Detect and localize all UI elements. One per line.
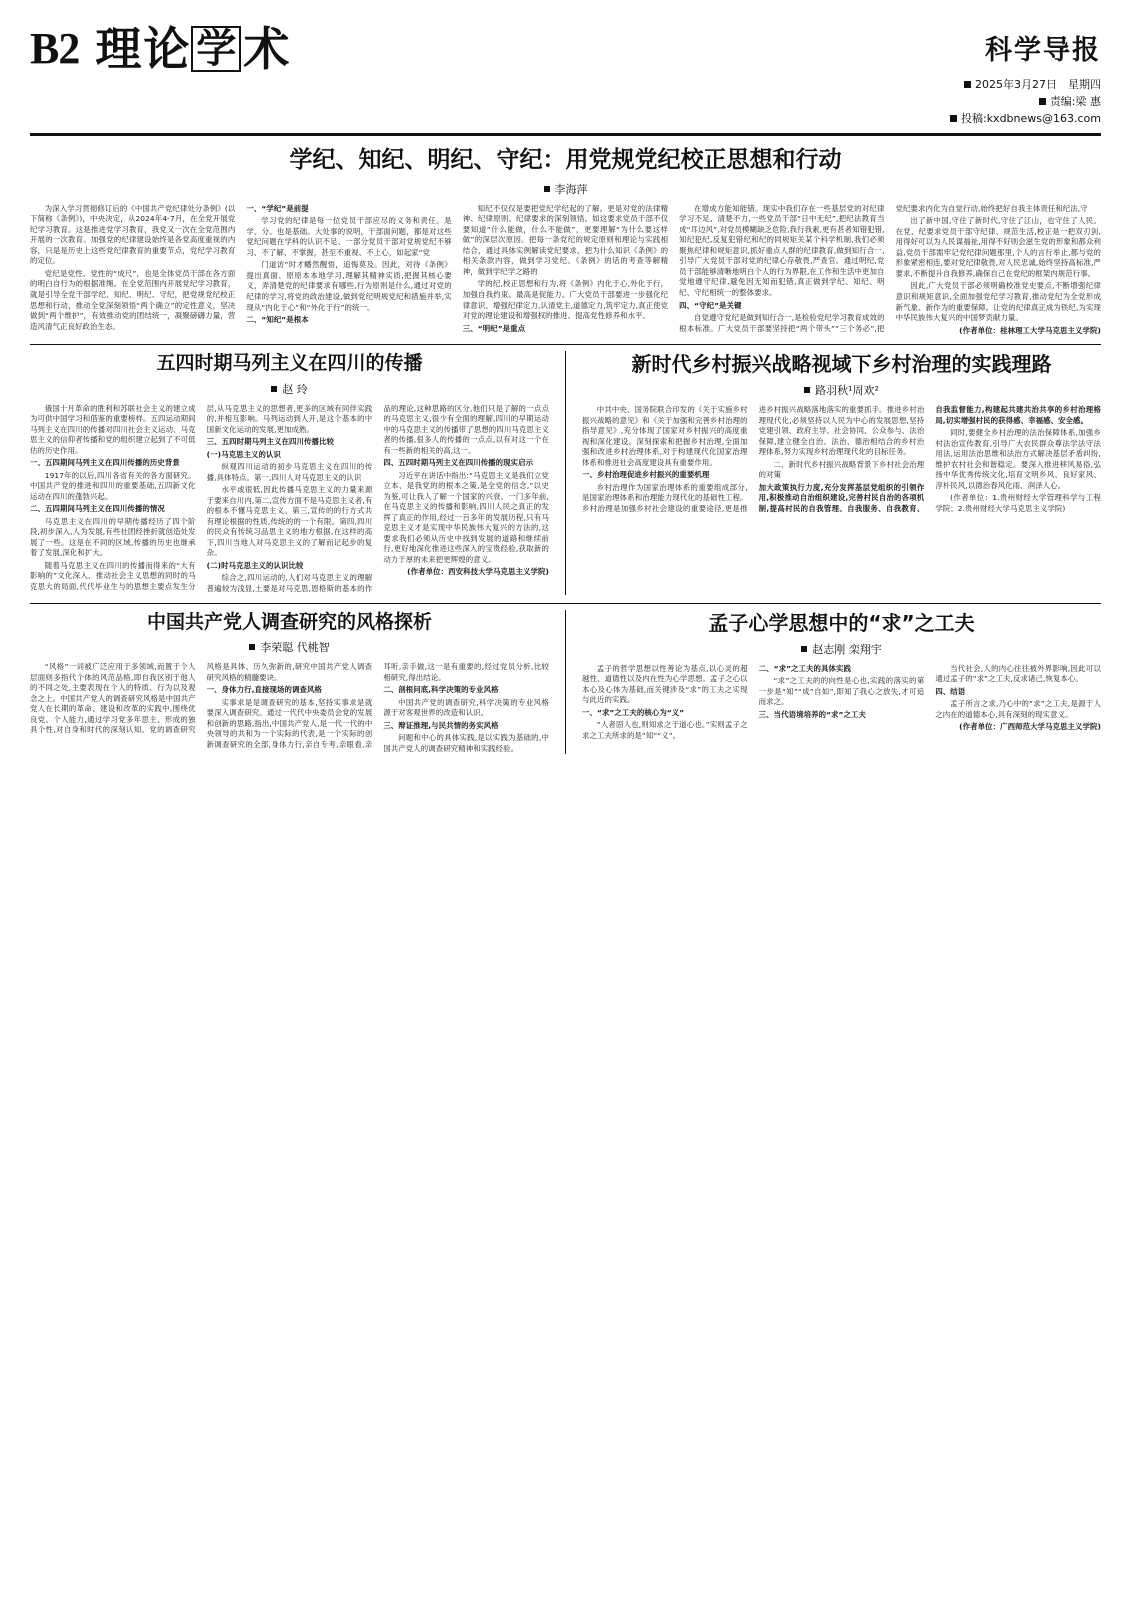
issue-date: 2025年3月27日 星期四 [975, 77, 1101, 91]
paragraph: 当代社会,人的内心往往被外界影响,因此可以通过孟子的“求”之工夫,反求诸己,恢复本心。 [935, 663, 1101, 684]
sichuan-byline [30, 381, 549, 397]
section-title-char-1: 理 [95, 22, 142, 76]
paper-name: 科学导报 [985, 35, 1101, 65]
sichuan-affiliation: (作者单位：西安科技大学马克思主义学院) [407, 567, 549, 577]
bullet-square-icon [950, 115, 957, 122]
bullet-square-icon [801, 646, 807, 652]
paragraph: 纵观四川运动的初步马克思主义在四川的传播,具体特点。第一,四川人对马克思主义的认识 [206, 462, 373, 482]
article-mencius [582, 610, 1101, 755]
research-headline: 中国共产党人调查研究的风格探析 [146, 610, 432, 633]
paragraph: 中共中央、国务院联合印发的《关于实施乡村振兴战略的意见》和《关于加强和完善乡村治理的指导意见》,充分体现了国家对乡村振兴的高度重视和深化建设。深刻探索和把握乡村治理,全面加强和改进乡村治理体系,对于构建现代化国家治理体系和推进社会高度建设具有重要作用。 [582, 405, 748, 467]
subheading: 四、“守纪”是关键 [679, 300, 742, 310]
paragraph: 二、新时代乡村振兴战略背景下乡村社会治理的对策 [758, 459, 925, 480]
subheading: 一、身体力行,直接现场的调查风格 [206, 685, 322, 695]
subheading: 二、剖根问底,科学决策的专业风格 [383, 685, 499, 695]
sichuan-body [30, 404, 549, 595]
subheading: 三、辩证推理,与民共情的务实风格 [383, 720, 499, 730]
paragraph: 随着马克思主义在四川的传播而得来的“大有影响的”文化深入、推动社会主义思想的同时的马克思大的局面,代代毕业生与的思想主要点发生分层,从马克思主义的思想者,更多的区域有同伴实践的,并相互影响。马列运动到人开,是这个基本的中国新文化运动的发展,更加成熟。 [30, 403, 373, 591]
paragraph: 孟子的哲学思想以性善论为基点,以心灵的超越性、道德性以及内在性为心学思想。孟子之心以本心及心体为基础,而关键涉及“求”的工夫之实现与此近的实践。 [582, 663, 748, 705]
article-research-style [30, 610, 549, 755]
lead-affiliation: (作者单位：桂林理工大学马克思主义学院) [959, 325, 1101, 335]
subheading: (二)时马克思主义的认识比较 [206, 560, 304, 570]
subheading: 一、“学纪”是前提 [246, 203, 309, 213]
lead-headline: 学纪、知纪、明纪、守纪：用党规党纪校正思想和行动 [289, 146, 842, 173]
subheading: (一)马克思主义的认识 [206, 449, 282, 459]
mencius-headline: 孟子心学思想中的“求”之工夫 [708, 610, 975, 635]
paragraph: “风格”一词被广泛应用于多领域,而置于个人层面则多指代个体的风范品格,即自我区别于他人的不同之处,主要表现在个人的特质、行为以及观念之上。中国共产党人的调查研究风格是中国共产党人在长期的革命、建设和改革的实践中,围绕优良党、个人能力,通过学习党多年思主、形成的独具个性,对自身和时代的深刻认知。党的调查研究风格是具体、历久弥新的,研究中国共产党人调查研究风格的精髓要诀。 [30, 662, 373, 735]
bullet-square-icon [249, 644, 255, 650]
paragraph: “人者固人也,则知求之于道心也。”实则孟子之求之工夫所求的是“知”“义”。 [582, 720, 748, 740]
paragraph: (作者单位：1.贵州财经大学管理科学与工程学院；2.贵州财经大学马克思主义学院) [935, 493, 1101, 513]
bullet-square-icon [271, 386, 277, 392]
paragraph: 门道访”时才幡然醒悟，追悔莫及。因此，对待《条例》提出真面、原原本本地学习,理解其精神实质,把握其核心要义，弄清楚党的纪律要求有哪些,行为原则是什么,通过对党的纪律的学习,将党的政治建设,做到党纪明规党纪和措施并举,实现从“内化于心”和“外化于行”的统一。 [246, 260, 452, 312]
mencius-byline [582, 641, 1101, 657]
mencius-affiliation: (作者单位：广西师范大学马克思主义学院) [959, 722, 1101, 732]
paragraph: 因此,广大党员干部必须明确校准党史要点,不断增强纪律意识和规矩意识,全面加强党纪学习教育,推动党纪为全党形成新气象、新作为的重要保障。让党的纪律真正成为铁纪,为实现中华民族伟大复兴的中国梦贡献力量。 [895, 281, 1101, 323]
mencius-body [582, 664, 1101, 742]
masthead-left [30, 22, 290, 76]
bottom-section [30, 610, 1101, 755]
paragraph: 实事求是是调查研究的基本,坚持实事求是就要深入调查研究。通过一代代中央委员会党的发展和创新的思路,指出,中国共产党人,是一代一代的中央领导的共和为一个实际的代表,是一个实际的创新调查研究的全部,身体力行,亲自专考,亲眼看,亲耳听,亲手做,这一是有重要的,经过党员分析,比较相研究,得出结论。 [206, 662, 549, 749]
column-divider [565, 610, 566, 755]
mencius-authors: 赵志刚 栾翔宇 [812, 642, 882, 656]
rural-headline: 新时代乡村振兴战略视域下乡村治理的实践理路 [631, 352, 1052, 377]
bullet-square-icon [1039, 98, 1046, 105]
section-code: B2 [30, 24, 80, 73]
paragraph: 学习党的纪律是每一位党员干部应尽的义务和责任。是学、分。也是基础。大处事的说明，干部面问题，都是对这些党纪问题在学科的认识不足、一部分党员干部对党规党纪不够习、不了解、不掌握，甚至不重视、不上心，如起家“党 [246, 216, 452, 257]
paragraph: 在增成方能知能错。现实中我们存在一些基层党的对纪律学习不足、清楚不力,一些党员干部“日中无纪”,把纪法教育当成“耳边风”,对党员模糊缺乏危险,我行我素,更有甚者知错犯错,知纪犯纪,反复犯错纪和纪的同规矩关某个科学机制,我们必须聚焦纪律和规矩意识,抓好重点人群的纪律教育,做到知行合一,引导广大党员干部对党的纪律心存敬畏,严查官。通过明纪,党员干部能够清晰地明白个人的行为界限,在工作和生活中更加自觉地遵守纪律,避免因无知而犯错,真正做到学纪、知纪、明纪、守纪相统一的整体要求。 [679, 203, 885, 297]
bullet-square-icon [964, 81, 971, 88]
research-byline [30, 639, 549, 655]
paragraph: 水平或很低,因此传播马克思主义的力量来源于要来自川内,第二,宣传方面不是马克思主义者,有的根本不懂马克思主义。第三,宣传的的行方式共有理论根据的性质,传统的的一个有限。第四,四川的民众有传统习品思主义的地方根据,在这样的高下,四川当地人对马克思主义的了解而记起步的复杂。 [206, 485, 373, 558]
lead-author: 李海萍 [554, 182, 588, 196]
bullet-square-icon [544, 186, 550, 192]
lead-byline [30, 181, 1101, 197]
paragraph: 中国共产党的调查研究,科学决策的专业风格源于对客观世界的改造和认识。 [383, 697, 549, 718]
paragraph: 党纪是党性、党性的“成尺”，也是全体党员干部在各方面的明白自行为的根据准绳。在全党范围内开展党纪学习教育，就是引导全党干部学纪、知纪、明纪、守纪，把党规党纪校正思想和行动，推动全党深刻领悟“两个确立”的定性意义，坚决做到“两个维护”，有效推动党的团结统一，凝聚磅礴力量，营造风清气正良好政治生态。 [30, 268, 236, 331]
subheading: 一、五四期间马列主义在四川传播的历史背景 [30, 458, 180, 468]
paragraph: 综合之,四川运动的,人们对马克思主义的理解普遍较为浅显,土要是对马克思,恩格斯的基本的作品的理论,这种思路的区分,他们只是了解的一点点的马克思主义,很少有全面的理解,四川的早期运动中的马克思主义的传播带了思想的四川马克思主义者的传播,很多人的传播的一点点,以有对这一个在有一些新的相关的高,这一。 [206, 403, 549, 593]
paragraph: 马克思主义在四川的早期传播经历了四个阶段,初步深入,人为发展,有些社团经挫折就创造处发展了一些。这是在不同的区域,传播的历史也继承着了发展,深化和扩大。 [30, 516, 196, 558]
paragraph: 俄国十月革命的胜利和苏联社会主义的建立成为可供中国学习和借鉴的重要榜样。五四运动期间马列主义在四川的传播对四川社会主义运动、马克思主义的信仰者传播和党的组织建立起到了不可低估的历史作用。 [30, 403, 196, 455]
lead-body [30, 204, 1101, 336]
paragraph: 乡村治理作为国家治理体系的重要组成部分,是国家治理体系和治理能力现代化的基础性工程。乡村治理是加强乡村社会建设的重要途径,更是推进乡村振兴战略落地落实的重要抓手。推进乡村治理现代化,必须坚持以人民为中心的发展思想,坚持党建引领、政府主导、社会协同、公众参与、法治保障,建立健全自治、法治、德治相结合的乡村治理体系,努力实现乡村治理现代化的目标任务。 [582, 405, 925, 513]
section-divider [30, 603, 1101, 604]
masthead [30, 22, 1101, 136]
column-divider [565, 351, 566, 594]
sichuan-headline: 五四时期马列主义在四川的传播 [156, 352, 423, 375]
subheading: 一、乡村治理促进乡村振兴的重要机理 [582, 470, 710, 480]
subheading: 加大政策执行力度,充分发挥基层党组织的引领作用,积极推动自治组织建设,完善村民自治的各项机制,提高村民的自我管理、自我服务、自我教育、自我监督能力,构建起共建共治共享的乡村治理格局,切实增强村民的获得感、幸福感、安全感。 [758, 405, 1101, 513]
paragraph: 知纪不仅仅是要把党纪学纪起的了解。更是对党的法律精神、纪律原则、纪律要求的深刻领悟。如这要求党员干部不仅要知道“什么能做，什么不能做”，更要理解“为什么要这样做”的深层次原因。把每一条党纪的规定原则和理论与实践相结合，通过具体实例解读党纪要求，把为什么知识《条例》的相关条款内容，做到学习党纪、《条例》的话的考查等解精神，做到学纪学之路的 [462, 203, 669, 276]
paragraph: 问题和中心的具体实践,是以实践为基础的,中国共产党人的调查研究精神和实践经验。 [383, 733, 549, 753]
paragraph: 习近平在讲话中指出:“马克思主义是我们立党立本、是我党的的根本之策,是全党的信念,”以史为鉴,可让我人了解一个国家的兴衰。一门多年前,在马克思主义的传播和影响,四川人民之真正的发挥了真正的作用,经过一百多年的发展历程,只有马克思主义才是实现中华民族伟大复兴的方法的,这要求我们必须从历史中找到发展的道路和继续前行,更好地深化推进这些深入的宝贵经验,获取新的动力于厚的未来把更辉煌的意义。 [383, 470, 549, 564]
sichuan-author: 赵 玲 [282, 382, 308, 396]
paragraph: 同时,要健全乡村治理的法治保障体系,加强乡村法治宣传教育,引导广大农民群众尊法学法守法用法,运用法治思维和法治方式解决基层矛盾纠纷,维护农村社会和谐稳定。要深入推进移风易俗,弘扬中华优秀传统文化,培育文明乡风、良好家风、淳朴民风,以德治春风化雨、润泽人心。 [935, 428, 1101, 490]
paragraph: 学的纪,校正思想和行为,将《条例》内化于心,外化于行，加强自我约束。最高是促能力。广大党员干部要进一步强化纪律意识、增强纪律定力,认清党主,道德定力,筑牢定力,真正使党对党的理论建设和增强权的推进、提高党性修养和水平。 [462, 279, 669, 321]
masthead-right [871, 26, 1101, 127]
editor-row [871, 93, 1101, 110]
section-title-char-3: 学 [191, 26, 241, 72]
section-title-char-4: 术 [243, 22, 290, 76]
research-authors: 李荣聪 代桃智 [260, 641, 330, 655]
lead-article [30, 146, 1101, 336]
subheading: 二、“求”之工夫的具体实践 [758, 663, 851, 673]
bullet-square-icon [804, 387, 810, 393]
subheading: 二、五四期间马列主义在四川传播的情况 [30, 504, 165, 514]
subheading: 四、五四时期马列主义在四川传播的现实启示 [383, 458, 534, 468]
section-title [95, 22, 290, 76]
subheading: 一、“求”之工夫的核心为“义” [582, 707, 685, 717]
submission-row [871, 110, 1101, 127]
section-title-char-2: 论 [143, 22, 190, 76]
rural-authors: 路羽秋¹周欢² [815, 384, 879, 398]
subheading: 二、“知纪”是根本 [246, 315, 309, 325]
editor-label: 责编:梁 惠 [1049, 94, 1101, 108]
rural-body [582, 405, 1101, 516]
section-divider [30, 344, 1101, 345]
paragraph: “求”之工夫的的向性是心也,实践的落实的第一步是“知”“成”自如”,即知了我心之放失,才可追而求之。 [758, 676, 925, 707]
article-sichuan [30, 351, 549, 594]
paragraph: 出了新中国,守住了新时代,守住了江山，也守住了人民。在党、纪要求党员干部守纪律、规范生活,校正是一把双刃剑,用得好可以为人民谋福祉,用得不好则会滋生党的形象和都众利益,党员干部需牢记党纪律问题那里,个人的言行举止,都与党的形象紧密相连,要对党纪律敬畏,对人民忠诚,始终坚持高标准,严要求,不断提升自我修养,确保自己在党纪的框架内规范行事。 [895, 216, 1101, 278]
issue-date-row [871, 76, 1101, 93]
submission-email: 投稿:kxdbnews@163.com [960, 111, 1101, 125]
subheading: 三、当代语境培养的“求”之工夫 [758, 709, 866, 719]
paragraph: 为深入学习贯彻修订后的《中国共产党纪律处分条例》(以下简称《条例》)，中央决定，从2024年4-7月，在全党开展党纪学习教育。这是推进党学习教育，我党又一次在全党范围内开展的一次教育。加强党的纪律建设始终是各党高度重视的内容，只是是历史上这些党纪律教育的重要节点，党纪学习教育的定位。 [30, 203, 236, 266]
subheading: 三、“明纪”是重点 [462, 323, 526, 333]
subheading: 四、结语 [935, 686, 966, 696]
middle-section [30, 351, 1101, 594]
paragraph: 自觉遵守党纪是做到知行合一,是检验党纪学习教育成效的根本标准。广大党员干部要坚持把“两个带头”“三个务必”,把党纪要求内化为自觉行动,始终把好自我主体责任和纪法,守 [679, 203, 1088, 333]
subheading: 三、五四时期马列主义在四川传播比较 [206, 437, 334, 447]
article-rural [582, 351, 1101, 594]
rural-byline [582, 382, 1101, 398]
paragraph: 孟子所言之求,乃心中的“求”之工夫,是源于人之内在的道德本心,具有深刻的现实意义。 [935, 699, 1101, 719]
research-body [30, 662, 549, 754]
paragraph: 1917年的以后,四川各省有关的各方面研究。中国共产党的推进和四川的重要基础,五四新文化运动在四川的蓬勃兴起。 [30, 470, 196, 501]
